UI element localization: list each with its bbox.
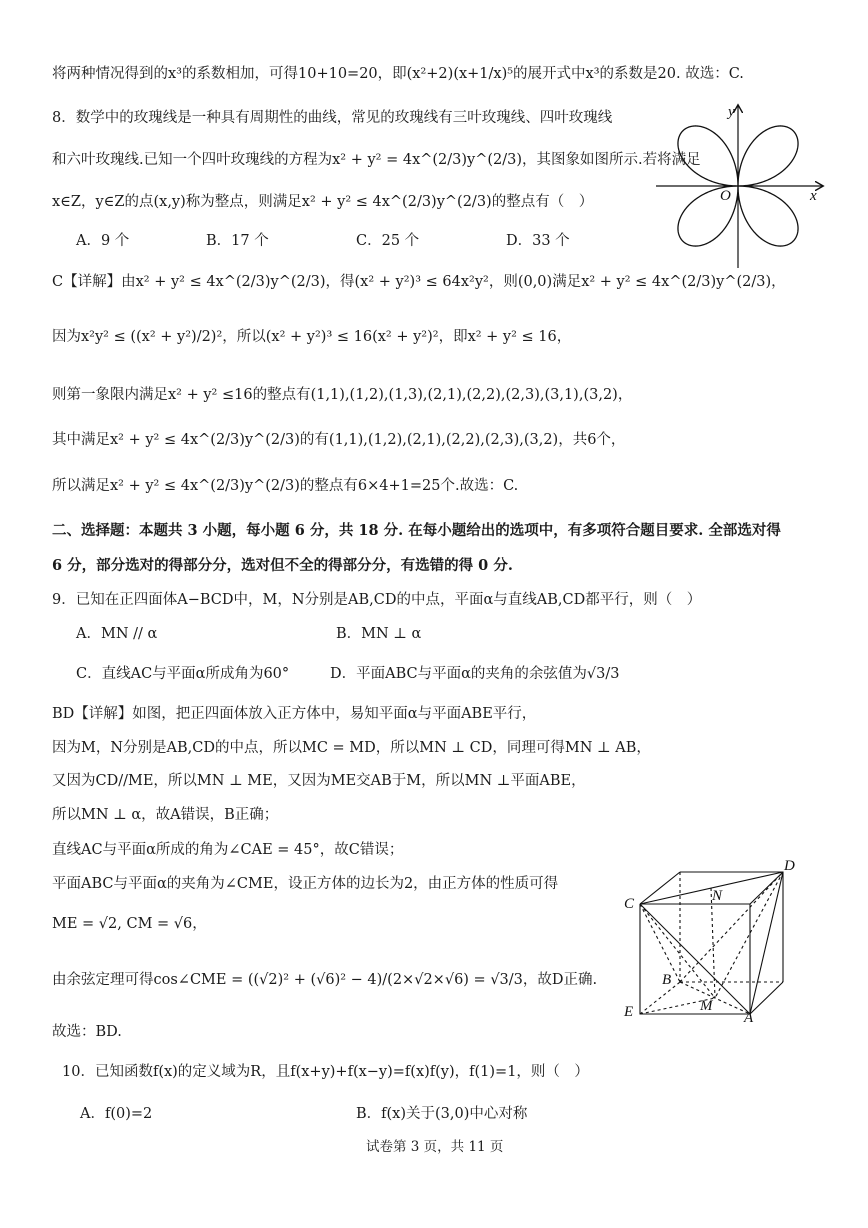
- y-axis-label: y: [728, 104, 735, 120]
- origin-label: O: [720, 188, 731, 204]
- q8-option-c: C．25 个: [356, 233, 420, 249]
- rose-curve-figure: [652, 100, 828, 272]
- q9-solution-7: ME = √2, CM = √6，: [52, 916, 207, 932]
- q8-solution-2: 因为x²y² ≤ ((x² + y²)/2)²，所以(x² + y²)³ ≤ 16(x² + y²)²，即x² + y² ≤ 16，: [52, 329, 572, 345]
- vertex-label-e: E: [624, 1004, 634, 1020]
- q10-option-b: B．f(x)关于(3,0)中心对称: [356, 1106, 528, 1122]
- cube-tetrahedron-figure: [618, 852, 808, 1024]
- q8-solution-4: 其中满足x² + y² ≤ 4x^(2/3)y^(2/3)的有(1,1),(1,2),(2,1),(2,2),(2,3),(3,2)，共6个，: [52, 432, 626, 448]
- point-label-n: N: [712, 888, 723, 904]
- x-axis-label: x: [810, 188, 817, 204]
- edge-ca: [640, 904, 750, 1014]
- q8-solution-5: 所以满足x² + y² ≤ 4x^(2/3)y^(2/3)的整点有6×4+1=25个.故选：C.: [52, 478, 519, 494]
- edge-da: [750, 872, 783, 1014]
- q8-solution-1: C【详解】由x² + y² ≤ 4x^(2/3)y^(2/3)，得(x² + y²)³ ≤ 64x²y²，则(0,0)满足x² + y² ≤ 4x^(2/3)y^(2/3)，: [52, 274, 786, 290]
- section-heading-line-2: 6 分，部分选对的得部分分，选对但不全的得部分分，有选错的得 0 分.: [52, 557, 513, 574]
- q8-option-b: B．17 个: [206, 233, 269, 249]
- q9-solution-2: 因为M，N分别是AB,CD的中点，所以MC = MD，所以MN ⊥ CD，同理可得MN ⊥ AB，: [52, 740, 651, 756]
- q10-stem: 10．已知函数f(x)的定义域为R，且f(x+y)+f(x−y)=f(x)f(y)，f(1)=1，则（ ）: [62, 1064, 589, 1080]
- q8-option-a: A．9 个: [76, 233, 130, 249]
- q9-solution-1: BD【详解】如图，把正四面体放入正方体中，易知平面α与平面ABE平行，: [52, 706, 537, 722]
- vertex-label-d: D: [784, 858, 795, 874]
- q8-solution-3: 则第一象限内满足x² + y² ≤16的整点有(1,1),(1,2),(1,3),(2,1),(2,2),(2,3),(3,1),(3,2)，: [52, 387, 633, 403]
- q9-stem: 9．已知在正四面体A−BCD中，M，N分别是AB,CD的中点，平面α与直线AB,CD都平行，则（ ）: [52, 592, 702, 608]
- line-1: 将两种情况得到的x³的系数相加，可得10+10=20，即(x²+2)(x+1/x)⁵的展开式中x³的系数是20. 故选：C.: [52, 66, 744, 82]
- q9-solution-5: 直线AC与平面α所成的角为∠CAE = 45°，故C错误；: [52, 842, 404, 858]
- vertex-label-a: A: [744, 1010, 754, 1024]
- q9-solution-8: 由余弦定理可得cos∠CME = ((√2)² + (√6)² − 4)/(2×√2×√6) = √3/3，故D正确.: [52, 972, 598, 988]
- q9-solution-6: 平面ABC与平面α的夹角为∠CME，设正方体的边长为2，由正方体的性质可得: [52, 876, 559, 892]
- section-heading-line-1: 二、选择题：本题共 3 小题，每小题 6 分，共 18 分. 在每小题给出的选项中，有多项符合题目要求. 全部选对得: [52, 522, 781, 539]
- vertex-label-b: B: [662, 972, 672, 988]
- q8-stem-line-2: 和六叶玫瑰线.已知一个四叶玫瑰线的方程为x² + y² = 4x^(2/3)y^(2/3)，其图象如图所示.若将满足: [52, 152, 701, 168]
- q9-option-b: B．MN ⊥ α: [336, 626, 422, 642]
- q8-stem-line-3: x∈Z，y∈Z的点(x,y)称为整点，则满足x² + y² ≤ 4x^(2/3)y^(2/3)的整点有（ ）: [52, 194, 594, 210]
- point-label-m: M: [700, 998, 713, 1014]
- q9-option-d: D．平面ABC与平面α的夹角的余弦值为√3/3: [330, 666, 620, 682]
- q9-option-a: A．MN // α: [76, 626, 158, 642]
- q9-option-c: C．直线AC与平面α所成角为60°: [76, 666, 290, 682]
- q10-option-a: A．f(0)=2: [80, 1106, 153, 1122]
- q8-stem-line-1: 8．数学中的玫瑰线是一种具有周期性的曲线，常见的玫瑰线有三叶玫瑰线、四叶玫瑰线: [52, 110, 613, 126]
- page-footer: 试卷第 3 页，共 11 页: [366, 1139, 504, 1155]
- q9-solution-4: 所以MN ⊥ α，故A错误，B正确；: [52, 807, 279, 823]
- vertex-label-c: C: [624, 896, 635, 912]
- q8-option-d: D．33 个: [506, 233, 570, 249]
- q9-solution-3: 又因为CD//ME，所以MN ⊥ ME，又因为ME交AB于M，所以MN ⊥平面ABE，: [52, 773, 586, 789]
- q9-answer: 故选：BD.: [52, 1024, 122, 1040]
